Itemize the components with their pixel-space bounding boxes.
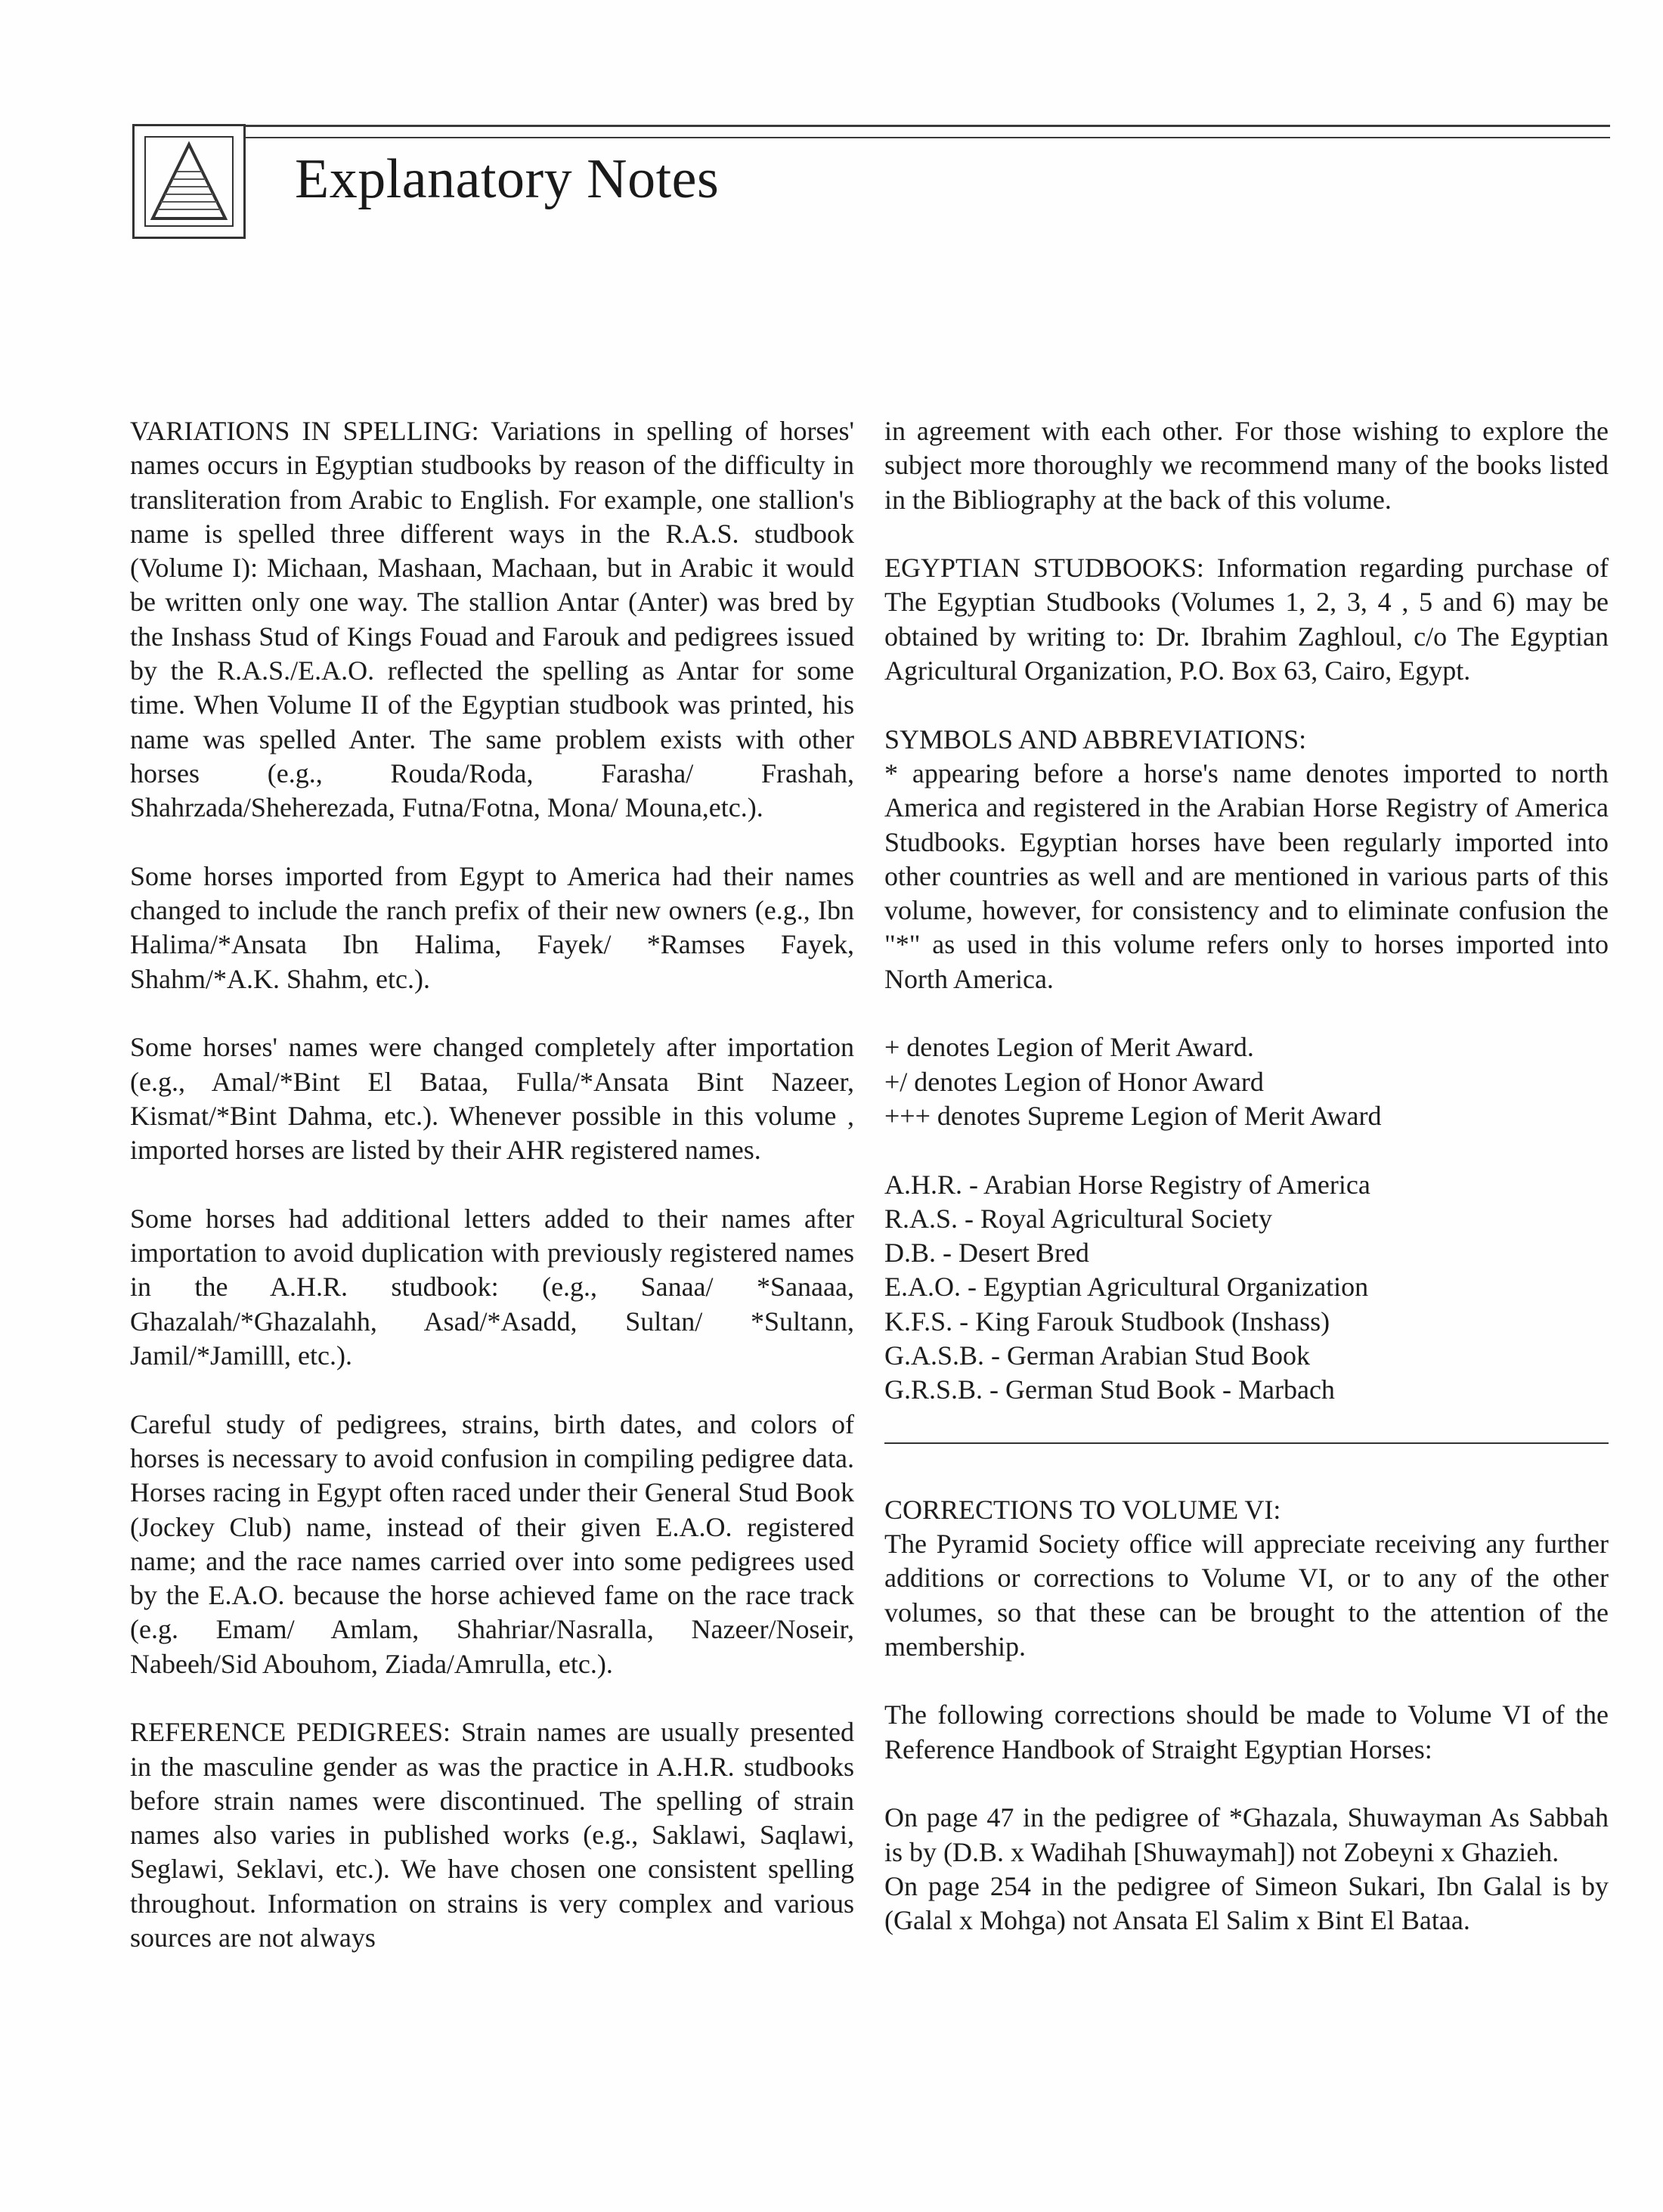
page-title: Explanatory Notes <box>295 148 720 210</box>
symbols-paragraph <box>884 723 1609 996</box>
corrections-heading: CORRECTIONS TO VOLUME VI: <box>884 1494 1281 1525</box>
added-letters-paragraph: Some horses had additional letters added to their names after importation to avoid duplication with previously registered names in the A.H.R. studbook: (e.g., Sanaa/ *Sanaaa, Ghazalah/*Ghazalahh, Asad/*Asadd, Sultan/ *Sultann, Jamil/*Jamilll, etc.). <box>130 1203 854 1371</box>
header-rule-bottom <box>132 137 1610 138</box>
abbreviation-item: K.F.S. - King Farouk Studbook (Inshass) <box>884 1306 1330 1337</box>
studbooks-heading: EGYPTIAN STUDBOOKS: <box>884 553 1204 584</box>
ranch-prefix-paragraph: Some horses imported from Egypt to America had their names changed to include the ranch prefix of their new owners (e.g., Ibn Halima/*Ansata Ibn Halima, Fayek/ *Ramses Fayek, Shahm/*A.K. Shahm, etc.). <box>130 860 854 994</box>
corrections-text: The Pyramid Society office will appreciate receiving any further additions or corrections to Volume VI, or to any of the other volumes, so that these can be brought to the attention of the membership. <box>884 1528 1609 1662</box>
reference-heading: REFERENCE PEDIGREES: <box>130 1717 451 1748</box>
award-supreme-legion: +++ denotes Supreme Legion of Merit Award <box>884 1100 1382 1131</box>
abbreviation-item: A.H.R. - Arabian Horse Registry of America <box>884 1169 1370 1200</box>
symbols-text: * appearing before a horse's name denotes imported to north America and registered in the Arabian Horse Registry of America Studbooks. Egyptian horses have been regularly imported into other countries as well and are mentioned in various parts of this volume, however, for consistency and to eliminate confusion the "*" as used in this volume refers only to horses imported into North America. <box>884 757 1609 994</box>
variations-heading: VARIATIONS IN SPELLING: <box>130 416 479 446</box>
abbreviation-item: G.R.S.B. - German Stud Book - Marbach <box>884 1374 1335 1405</box>
correction-page-254: On page 254 in the pedigree of Simeon Sukari, Ibn Galal is by (Galal x Mohga) not Ansata El Salim x Bint El Bataa. <box>884 1870 1609 1936</box>
pyramid-logo-box <box>132 124 246 239</box>
abbreviation-item: G.A.S.B. - German Arabian Stud Book <box>884 1340 1310 1371</box>
award-legion-of-merit: + denotes Legion of Merit Award. <box>884 1032 1254 1063</box>
abbreviation-item: D.B. - Desert Bred <box>884 1238 1089 1269</box>
reference-paragraph <box>130 1715 854 1955</box>
header-rule-top <box>132 125 1610 127</box>
correction-page-47: On page 47 in the pedigree of *Ghazala, Shuwayman As Sabbah is by (D.B. x Wadihah [Shuwaymah]) not Zobeyni x Ghazieh. <box>884 1802 1609 1867</box>
studbooks-text: Information regarding purchase of The Egyptian Studbooks (Volumes 1, 2, 3, 4 , 5 and 6) may be obtained by writing to: Dr. Ibrahim Zaghloul, c/o The Egyptian Agricultural Organization, P.O. Box 63, Cairo, Egypt. <box>884 553 1609 686</box>
awards-list <box>884 1030 1609 1133</box>
careful-study-paragraph: Careful study of pedigrees, strains, birth dates, and colors of horses is necessary to avoid confusion in compiling pedigree data. Horses racing in Egypt often raced under their General Stud Book (Jockey Club) name, instead of their given E.A.O. registered name; and the race names carried over into some pedigrees used by the E.A.O. because the horse achieved fame on the race track (e.g. Emam/ Amlam, Shahriar/Nasralla, Nazeer/Noseir, Nabeeh/Sid Abouhom, Ziada/Amrulla, etc.). <box>130 1408 854 1679</box>
corrections-paragraph <box>884 1493 1609 1664</box>
variations-text: Variations in spelling of horses' names occurs in Egyptian studbooks by reason of the difficulty in transliteration from Arabic to English. For example, one stallion's name is spelled three different ways in the R.A.S. studbook (Volume I): Michaan, Mashaan, Machaan, but in Arabic it would be written only one way. The stallion Antar (Anter) was bred by the Inshass Stud of Kings Fouad and Farouk and pedigrees issued by the R.A.S./E.A.O. reflected the spelling as Antar for some time. When Volume II of the Egyptian studbook was printed, his name was spelled Anter. The same problem exists with other horses (e.g., Rouda/Roda, Farasha/ Frashah, Shahrzada/Sheherezada, Futna/Fotna, Mona/ Mouna,etc.). <box>130 416 854 823</box>
abbreviation-item: E.A.O. - Egyptian Agricultural Organization <box>884 1272 1369 1303</box>
reference-text: Strain names are usually presented in the masculine gender as was the practice in A.H.R. studbooks before strain names were discontinued. The spelling of strain names also varies in published works (e.g., Saklawi, Saqlawi, Seglawi, Seklavi, etc.). We have chosen one consistent spelling throughout. Information on strains is very complex and various sources are not always <box>130 1717 855 1953</box>
changed-names-paragraph: Some horses' names were changed completely after importation (e.g., Amal/*Bint El Bataa, Fulla/*Ansata Bint Nazeer, Kismat/*Bint Dahma, etc.). Whenever possible in this volume , imported horses are listed by their AHR registered names. <box>130 1032 854 1166</box>
reference-continued-paragraph: in agreement with each other. For those wishing to explore the subject more thoroughly we recommend many of the books listed in the Bibliography at the back of this volume. <box>884 416 1609 515</box>
left-column <box>130 414 854 1990</box>
variations-paragraph <box>130 414 854 826</box>
following-paragraph: The following corrections should be made to Volume VI of the Reference Handbook of Straight Egyptian Horses: <box>884 1699 1609 1764</box>
right-column <box>884 414 1609 1938</box>
abbreviation-item: R.A.S. - Royal Agricultural Society <box>884 1203 1272 1234</box>
studbooks-paragraph <box>884 551 1609 688</box>
section-divider <box>884 1442 1609 1444</box>
abbreviations-list <box>884 1168 1609 1408</box>
symbols-heading: SYMBOLS AND ABBREVIATIONS: <box>884 723 1307 754</box>
award-legion-of-honor: +/ denotes Legion of Honor Award <box>884 1066 1264 1097</box>
